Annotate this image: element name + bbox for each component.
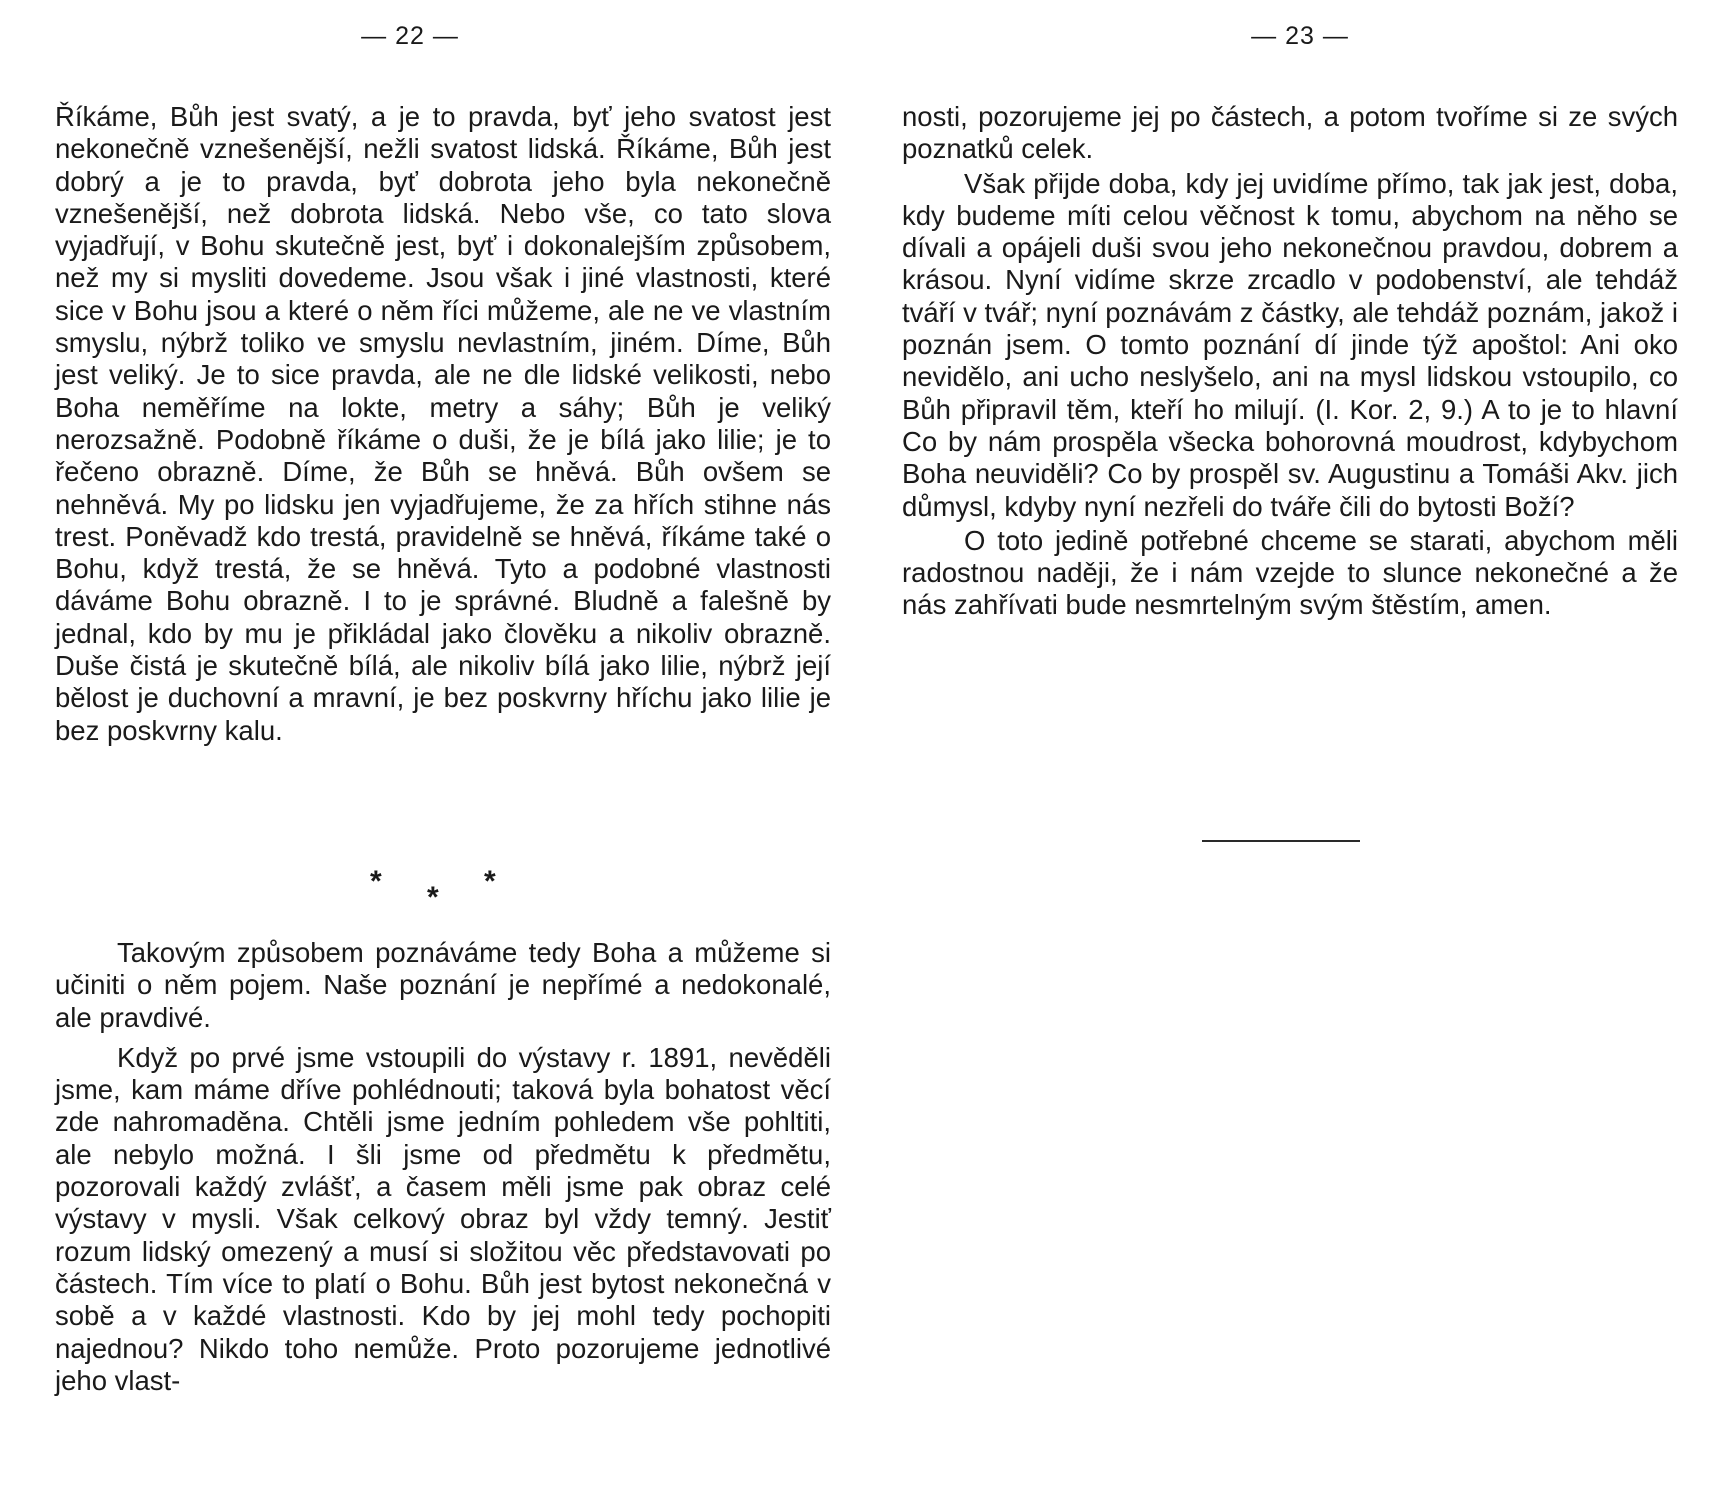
paragraph: O toto jedině potřebné chceme se starati, abychom měli radostnou naději, že i nám vzejde to slunce nekonečné a že nás zahřívati bude nesmrtelným svým štěstím, amen. [902,524,1678,621]
right-page [860,0,1720,1500]
left-text-lower [55,937,831,1397]
paragraph: Říkáme, Bůh jest svatý, a je to pravda, byť jeho svatost jest nekonečně vznešenější, nežli svatost lidská. Říkáme, Bůh jest dobrý a je to pravda, byť dobrota jeho byla nekonečně vznešenější, než dobrota lidská. Nebo vše, co tato slova vyjadřují, v Bohu skutečně jest, byť i dokonalejším způsobem, než my si mysliti dovedeme. Jsou však i jiné vlastnosti, které sice v Bohu jsou a které o něm říci můžeme, ale ne ve vlastním smyslu, nýbrž toliko ve smyslu nevlastním, jiném. Díme, Bůh jest veliký. Je to sice pravda, ale ne dle lidské velikosti, nebo Boha neměříme na lokte, metry a sáhy; Bůh je veliký nerozsažně. Podobně říkáme o duši, že je bílá jako lilie; je to řečeno obrazně. Díme, že Bůh se hněvá. Bůh ovšem se nehněvá. My po lidsku jen vyjadřujeme, že za hřích stihne nás trest. Poněvadž kdo trestá, pravidelně se hněvá, říkáme také o Bohu, když trestá, že se hněvá. Tyto a podobné vlastnosti dáváme Bohu obrazně. I to je správné. Bludně a falešně by jednal, kdo by mu je přikládal jako člověku a nikoliv obrazně. Duše čistá je skutečně bílá, ale nikoliv bílá jako lilie, nýbrž její bělost je duchovní a mravní, je bez poskvrny hříchu jako lilie je bez poskvrny kalu. [55,101,831,746]
page-number: — 23 — [1251,22,1349,50]
asterism-star: * [484,865,496,898]
asterism-divider [340,865,520,925]
paragraph: Takovým způsobem poznáváme tedy Boha a můžeme si učiniti o něm pojem. Naše poznání je nepřímé a nedokonalé, ale pravdivé. [55,937,831,1033]
asterism-star: * [370,865,382,898]
left-text-upper [55,101,831,747]
asterism-star: * [427,881,439,914]
paragraph: Však přijde doba, kdy jej uvidíme přímo, tak jak jest, doba, kdy budeme míti celou věčnost k tomu, abychom na něho se dívali a opájeli duši svou jeho nekonečnou pravdou, dobrem a krásou. Nyní vidíme skrze zrcadlo v podobenství, ale tehdáž tváří v tvář; nyní poznávám z částky, ale tehdáž poznám, jakož i poznán jsem. O tomto poznání dí jinde týž apoštol: Ani oko nevidělo, ani ucho neslyšelo, ani na mysl lidskou vstoupilo, co Bůh připravil těm, kteří ho milují. (I. Kor. 2, 9.) A to je to hlavní Co by nám prospěla všecka bohorovná moudrost, kdybychom Boha neuviděli? Co by prospěl sv. Augustinu a Tomáši Akv. jich důmysl, kdyby nyní nezřeli do tváře čili do bytosti Boží? [902,167,1678,522]
paragraph: nosti, pozorujeme jej po částech, a potom tvoříme si ze svých poznatků celek. [902,101,1678,165]
right-text [902,101,1678,622]
end-rule [1202,840,1360,842]
page-number: — 22 — [361,22,459,50]
paragraph: Když po prvé jsme vstoupili do výstavy r. 1891, nevěděli jsme, kam máme dříve pohlédnouti; taková byla bohatost věcí zde nahromaděna. Chtěli jsme jedním pohledem vše pohltiti, ale nebylo možná. I šli jsme od předmětu k předmětu, pozorovali každý zvlášť, a časem měli jsme pak obraz celé výstavy v mysli. Však celkový obraz byl vždy temný. Jestiť rozum lidský omezený a musí si složitou věc představovati po částech. Tím více to platí o Bohu. Bůh jest bytost nekonečná v sobě a v každé vlastnosti. Kdo by jej mohl tedy pochopiti najednou? Nikdo toho nemůže. Proto pozorujeme jednotlivé jeho vlast- [55,1041,831,1396]
